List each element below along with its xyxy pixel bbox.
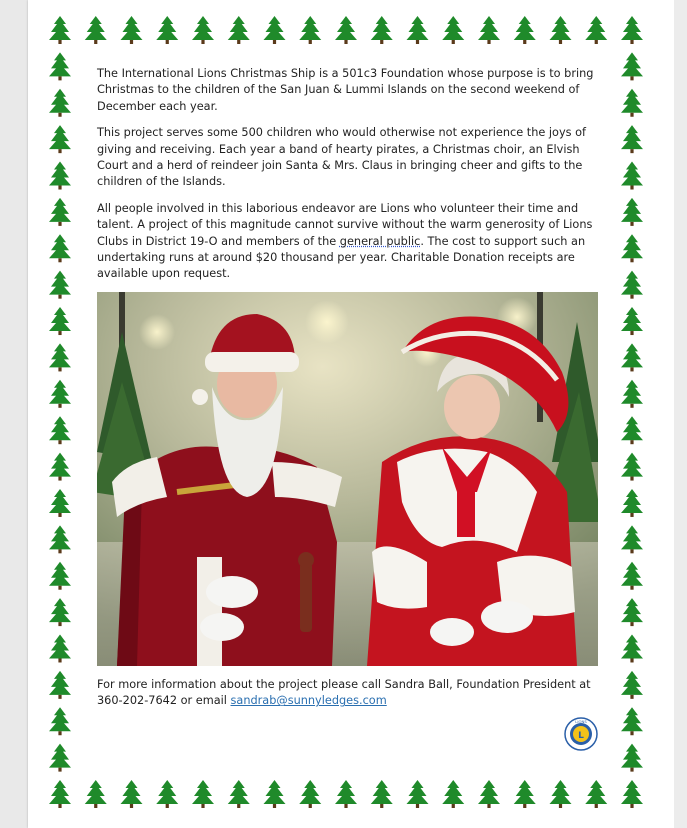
contact-text: For more information about the project please call Sandra Ball, Foundation President at 360-202-7642 or email bbox=[97, 678, 591, 708]
svg-text:LIONS: LIONS bbox=[575, 719, 587, 724]
lions-club-logo bbox=[564, 717, 598, 751]
volunteer-text-before: All people involved in this laborious endeavor are Lions who volunteer their time and talent. A project of this magnitude cannot survive without the warm generosity of Lions Clubs in District 19-O and members of the bbox=[97, 201, 593, 248]
project-paragraph: This project serves some 500 children who would otherwise not experience the joys of giving and receiving. Each year a band of hearty pirates, a Christmas choir, an Elvish Court and a herd of reindeer join Santa & Mrs. Claus in bringing cheer and gifts to the children of the Islands. bbox=[97, 126, 587, 189]
contact-footer bbox=[97, 677, 607, 710]
volunteer-text-after: . The cost to support such an undertaking runs at around $20 thousand per year. Charitable Donation receipts are available upon request. bbox=[97, 234, 586, 281]
document-body bbox=[97, 66, 597, 293]
window-gutter bbox=[674, 0, 687, 828]
email-link[interactable]: sandrab@sunnyledges.com bbox=[230, 694, 387, 708]
intro-paragraph: The International Lions Christmas Ship is a 501c3 Foundation whose purpose is to bring Christmas to the children of the San Juan & Lummi Islands on the second weekend of December each year. bbox=[97, 67, 594, 113]
general-public-text: general public bbox=[339, 234, 421, 248]
volunteer-paragraph bbox=[97, 201, 597, 283]
santa-and-mrs-claus-photo bbox=[97, 292, 598, 666]
svg-text:L: L bbox=[578, 731, 584, 741]
